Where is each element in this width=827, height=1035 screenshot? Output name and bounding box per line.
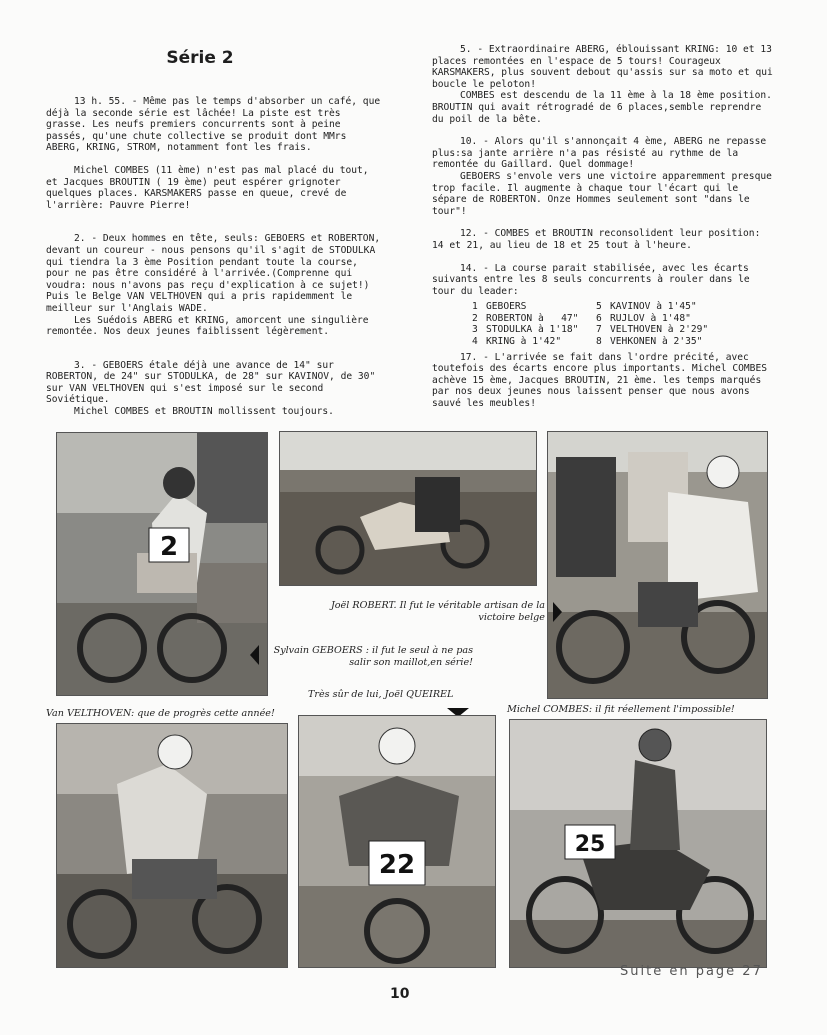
standing-gap: à 47" — [538, 312, 579, 324]
standing-row — [610, 301, 730, 313]
standing-row — [610, 313, 730, 325]
plate-number: 22 — [378, 850, 416, 880]
standing-row — [486, 313, 596, 325]
standing-gap: à 1'42" — [520, 336, 562, 348]
standing-pos: 6 — [596, 312, 602, 324]
standing-gap: à 2'35" — [662, 336, 703, 348]
standing-name: GEBOERS — [486, 301, 527, 313]
standing-pos: 3 — [472, 324, 478, 336]
standings-table — [472, 301, 774, 347]
photo-velthoven — [56, 723, 288, 968]
standing-pos: 8 — [596, 336, 602, 348]
arrow-left-icon — [250, 645, 259, 665]
paragraph: 14. - La course parait stabilisée, avec les écarts suivants entre les 8 seuls concurrents à rouler dans le tour du leader: — [432, 262, 750, 297]
photo-robert — [279, 431, 537, 586]
caption-robert: Joël ROBERT. Il fut le véritable artisan de la victoire belge — [330, 600, 545, 623]
photo-riders-group — [547, 431, 768, 699]
standing-row — [486, 324, 596, 336]
standing-gap: à 1'45" — [656, 301, 697, 313]
paragraph: Les Suédois ABERG et KRING, amorcent une singulière remontée. Nos deux jeunes faiblissent légèrement. — [46, 314, 369, 338]
standing-gap: à 1'18" — [538, 324, 579, 336]
paragraph: 2. - Deux hommes en tête, seuls: GEBOERS et ROBERTON, devant un coureur - nous pensons qu'il s'agit de STODULKA qui tiendra la 3 ème Position pendant toute la course, pour ne pas être considéré à l'arrivée.(Comprenne qui voudra: nous n'avons pas reçu d'explication à ce sujet!) Puis le Belge VAN VELTHOVEN qui a pris rapidemment le meilleur sur l'Anglais WADE. — [46, 233, 381, 314]
standing-name: RUJLOV — [610, 312, 645, 324]
plate-number: 2 — [159, 532, 179, 562]
paragraph: COMBES est descendu de la 11 ème à la 18 ème position. BROUTIN qui avait rétrogradé de 6 places,semble reprendre du poil de la bête. — [432, 90, 772, 125]
paragraph: Michel COMBES et BROUTIN mollissent toujours. — [74, 406, 334, 418]
right-column — [432, 44, 774, 410]
standing-name: ROBERTON — [486, 312, 533, 324]
standing-gap: à 2'29" — [667, 324, 709, 336]
left-column — [46, 96, 382, 418]
paragraph: GEBOERS s'envole vers une victoire apparemment presque trop facile. Il augmente à chaque tour l'écart qui le sépare de ROBERTON. Onze Hommes seulement sont "dans le tour"! — [432, 170, 772, 217]
standing-row — [610, 324, 730, 336]
paragraph: 17. - L'arrivée se fait dans l'ordre précité, avec toutefois des écarts encore plus importants. Michel COMBES achève 15 ème, Jacques BROUTIN, 21 ème. les temps marqués par nos deux jeunes nous laissent penser que nous avons sauvé les meubles! — [432, 351, 768, 410]
standing-pos: 5 — [596, 301, 602, 313]
paragraph: Michel COMBES (11 ème) n'est pas mal placé du tout, et Jacques BROUTIN ( 19 ème) peut espérer grignoter quelques places. KARSMAKERS passe en queue, crevé de l'arrière: Pauvre Pierre! — [46, 164, 369, 211]
caption-geboers: Sylvain GEBOERS : il fut le seul à ne pas salir son maillot,en série! — [273, 645, 473, 668]
caption-queirel: Très sûr de lui, Joël QUEIREL — [308, 689, 454, 700]
photo-combes — [509, 719, 767, 968]
paragraph: 13 h. 55. - Même pas le temps d'absorber un café, que déjà la seconde série est lâchée! La piste est très grasse. Les neufs premiers concurrents sont à peine passés, qu'une chute collective se produit dont MMrs ABERG, KRING, STROM, notamment font les frais. — [46, 96, 381, 154]
caption-combes: Michel COMBES: il fit réellement l'impossible! — [507, 704, 735, 715]
paragraph: 12. - COMBES et BROUTIN reconsolident leur position: 14 et 21, au lieu de 18 et 25 tout à l'heure. — [432, 228, 761, 251]
caption-velthoven: Van VELTHOVEN: que de progrès cette année! — [46, 708, 275, 719]
paragraph: 3. - GEBOERS étale déjà une avance de 14" sur ROBERTON, de 24" sur STODULKA, de 28" sur KAVINOV, de 30" sur VAN VELTHOVEN qui s'est imposé sur le second Soviétique. — [46, 359, 376, 406]
arrow-right-icon — [553, 602, 571, 622]
paragraph: 5. - Extraordinaire ABERG, éblouissant KRING: 10 et 13 places remontées en l'espace de 5 tours! Courageux KARSMAKERS, plus souvent debout qu'assis sur sa moto et qui boucle le peloton! — [432, 44, 773, 90]
standing-name: KAVINOV — [610, 301, 651, 313]
standing-name: STODULKA — [486, 324, 533, 336]
standing-row — [610, 336, 730, 348]
standing-name: VELTHOVEN — [610, 324, 662, 336]
photo-queirel — [298, 715, 496, 968]
standing-pos: 1 — [472, 301, 478, 313]
paragraph: 10. - Alors qu'il s'annonçait 4 ème, ABERG ne repasse plus:sa jante arrière n'a pas résisté au rythme de la remontée du Gaillard. Quel dommage! — [432, 136, 767, 171]
page-number: 10 — [390, 986, 410, 1002]
standing-pos: 4 — [472, 336, 478, 348]
standing-row — [486, 336, 596, 348]
continued-note: Suite en page 27 — [620, 964, 763, 979]
standing-name: KRING — [486, 336, 515, 348]
plate-number: 25 — [574, 832, 606, 857]
standing-pos: 7 — [596, 324, 602, 336]
photo-geboers — [56, 432, 268, 696]
page-title: Série 2 — [166, 48, 234, 68]
standing-pos: 2 — [472, 312, 478, 324]
standing-name: VEHKONEN — [610, 336, 657, 348]
standing-gap: à 1'48" — [650, 312, 691, 324]
standing-row — [486, 301, 596, 313]
